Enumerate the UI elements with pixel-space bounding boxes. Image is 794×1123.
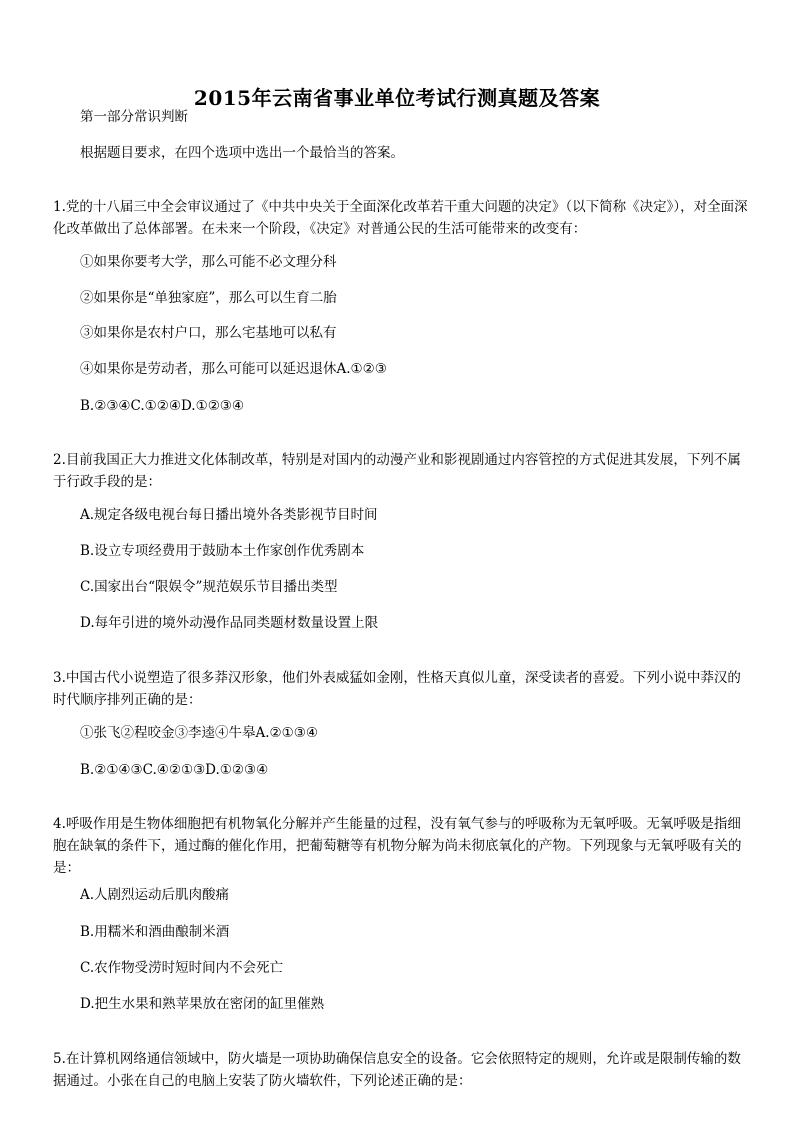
question-2-option-a: A.规定各级电视台每日播出境外各类影视节目时间	[80, 507, 378, 523]
question-1-line-3: ③如果你是农村户口，那么宅基地可以私有	[80, 325, 337, 341]
instruction-text: 根据题目要求，在四个选项中选出一个最恰当的答案。	[80, 145, 404, 161]
question-1-line-5: B.②③④C.①②④D.①②③④	[80, 398, 245, 414]
question-1-stem: 1.党的十八届三中全会审议通过了《中共中央关于全面深化改革若干重大问题的决定》（以下简称《决定》），对全面深化改革做出了总体部署。在未来一个阶段，《决定》对普通公民的生活可能带来的改变有：	[53, 199, 748, 237]
question-3-line-2: B.②①④③C.④②①③D.①②③④	[80, 762, 269, 778]
question-5-stem: 5.在计算机网络通信领域中，防火墙是一项协助确保信息安全的设备。它会依照特定的规则，允许或是限制传输的数据通过。小张在自己的电脑上安装了防火墙软件，下列论述正确的是：	[53, 1051, 741, 1089]
section-heading: 第一部分常识判断	[80, 109, 188, 125]
question-1-line-4: ④如果你是劳动者，那么可能可以延迟退休A.①②③	[80, 361, 387, 377]
document-title: 2015年云南省事业单位考试行测真题及答案	[193, 86, 601, 110]
question-3-line-1: ①张飞②程咬金③李逵④牛皋A.②①③④	[80, 725, 318, 741]
question-2-stem: 2.目前我国正大力推进文化体制改革，特别是对国内的动漫产业和影视剧通过内容管控的方式促进其发展，下列不属于行政手段的是：	[53, 452, 741, 490]
question-4-option-d: D.把生水果和熟苹果放在密闭的缸里催熟	[80, 996, 325, 1012]
question-2-option-c: C.国家出台“限娱令”规范娱乐节目播出类型	[80, 579, 338, 595]
question-4-option-c: C.农作物受涝时短时间内不会死亡	[80, 960, 284, 976]
question-1-line-2: ②如果你是“单独家庭”，那么可以生育二胎	[80, 290, 337, 306]
question-2-option-b: B.设立专项经费用于鼓励本土作家创作优秀剧本	[80, 543, 365, 559]
question-4-stem: 4.呼吸作用是生物体细胞把有机物氧化分解并产生能量的过程，没有氧气参与的呼吸称为无氧呼吸。无氧呼吸是指细胞在缺氧的条件下，通过酶的催化作用，把葡萄糖等有机物分解为尚未彻底氧化的产物。下列现象与无氧呼吸有关的是：	[53, 816, 742, 876]
question-1-line-1: ①如果你要考大学，那么可能不必文理分科	[80, 254, 337, 270]
question-2-option-d: D.每年引进的境外动漫作品同类题材数量设置上限	[80, 615, 379, 631]
question-3-stem: 3.中国古代小说塑造了很多莽汉形象，他们外表威猛如金刚，性格天真似儿童，深受读者的喜爱。下列小说中莽汉的时代顺序排列正确的是：	[53, 670, 741, 708]
question-4-option-b: B.用糯米和酒曲酿制米酒	[80, 924, 230, 940]
question-4-option-a: A.人剧烈运动后肌肉酸痛	[80, 887, 230, 903]
